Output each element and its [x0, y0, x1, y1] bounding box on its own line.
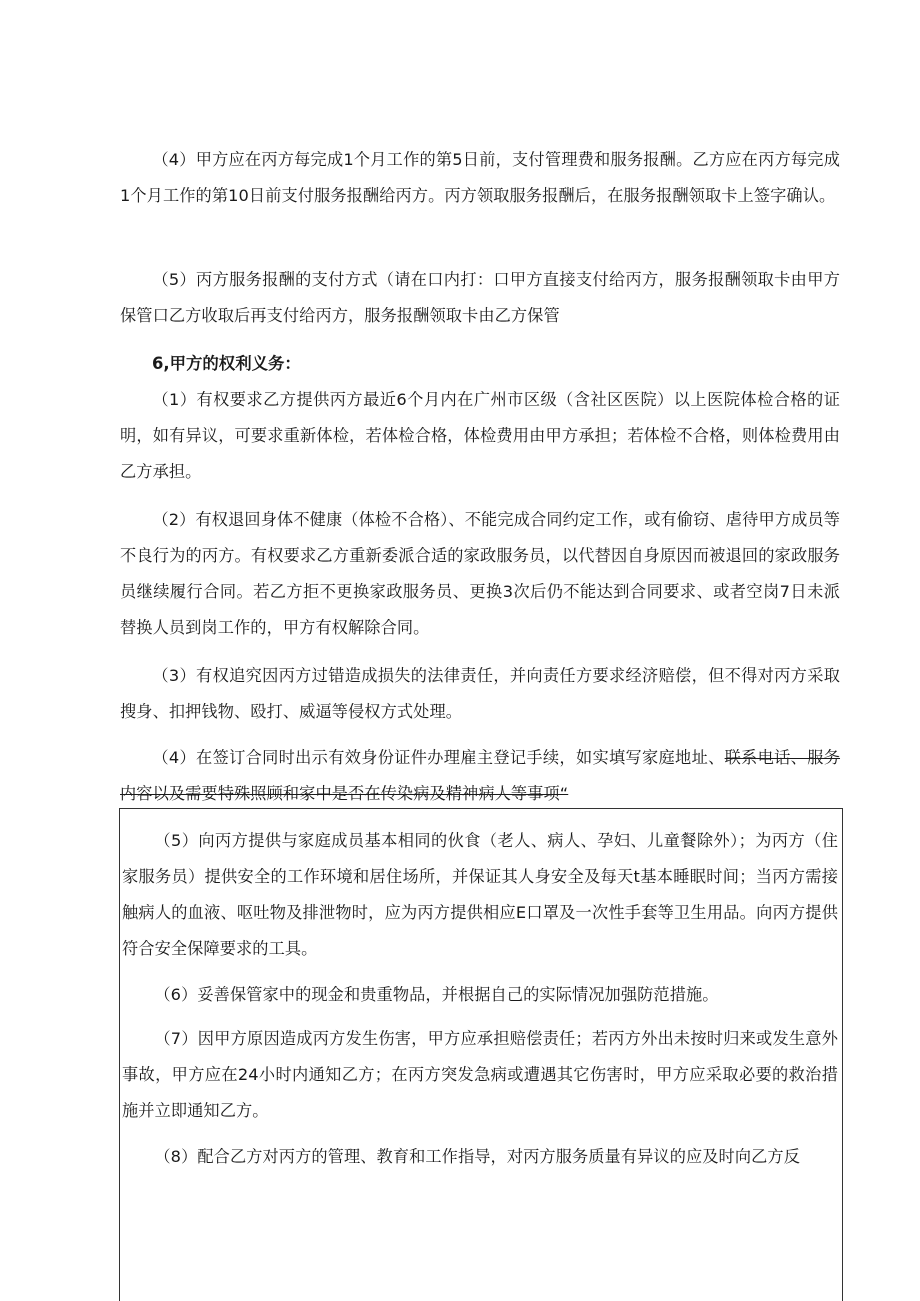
clause-6-valuables: （6）妥善保管家中的现金和贵重物品，并根据自己的实际情况加强防范措施。 — [154, 985, 719, 1004]
clause-3-legal-liability: （3）有权追究因丙方过错造成损失的法律责任，并向责任方要求经济赔偿，但不得对丙方采取搜身、扣押钱物、殴打、威逼等侵权方式处理。 — [120, 666, 840, 721]
clause-1-health-certificate: （1）有权要求乙方提供丙方最近6个月内在广州市区级（含社区医院）以上医院体检合格的证明，如有异议，可要求重新体检，若体检合格，体检费用由甲方承担；若体检不合格，则体检费用由乙方承担。 — [120, 390, 840, 481]
clause-4-payment-schedule: （4）甲方应在丙方每完成1个月工作的第5日前，支付管理费和服务报酬。乙方应在丙方每完成1个月工作的第10日前支付服务报酬给丙方。丙方领取服务报酬后，在服务报酬领取卡上签字确认。 — [120, 150, 840, 205]
section-heading-party-a-rights: 6,甲方的权利义务： — [152, 354, 301, 373]
clause-8-cooperation: （8）配合乙方对丙方的管理、教育和工作指导，对丙方服务质量有异议的应及时向乙方反 — [154, 1147, 800, 1166]
clause-5-meals-and-safety: （5）向丙方提供与家庭成员基本相同的伙食（老人、病人、孕妇、儿童餐除外）；为丙方（住家服务员）提供安全的工作环境和居住场所，并保证其人身安全及每天t基本睡眠时间；当丙方需接触病人的血液、呕吐物及排泄物时，应为丙方提供相应E口罩及一次性手套等卫生用品。向丙方提供符合安全保障要求的工具。 — [122, 831, 838, 958]
clause-4-employer-registration — [120, 740, 840, 812]
clause-4-normal-text: （4）在签订合同时出示有效身份证件办理雇主登记手续，如实填写家庭地址、 — [152, 748, 725, 767]
clause-2-return-worker: （2）有权退回身体不健康（体检不合格）、不能完成合同约定工作，或有偷窃、虐待甲方成员等不良行为的丙方。有权要求乙方重新委派合适的家政服务员，以代替因自身原因而被退回的家政服务员继续履行合同。若乙方拒不更换家政服务员、更换3次后仍不能达到合同要求、或者空岗7日未派替换人员到岗工作的，甲方有权解除合同。 — [120, 510, 840, 637]
boxed-clauses-frame — [119, 808, 843, 1301]
clause-4-struck-text: 联系电话、服务内容以及需要特殊照顾和家中是否在传染病及精神病人等事项“ — [120, 748, 841, 803]
clause-7-injury-notification: （7）因甲方原因造成丙方发生伤害，甲方应承担赔偿责任；若丙方外出未按时归来或发生意外事故，甲方应在24小时内通知乙方；在丙方突发急病或遭遇其它伤害时，甲方应采取必要的救治措施并立即通知乙方。 — [122, 1029, 838, 1120]
clause-5-payment-method: （5）丙方服务报酬的支付方式（请在口内打：口甲方直接支付给丙方，服务报酬领取卡由甲方保管口乙方收取后再支付给丙方，服务报酬领取卡由乙方保管 — [120, 270, 840, 325]
